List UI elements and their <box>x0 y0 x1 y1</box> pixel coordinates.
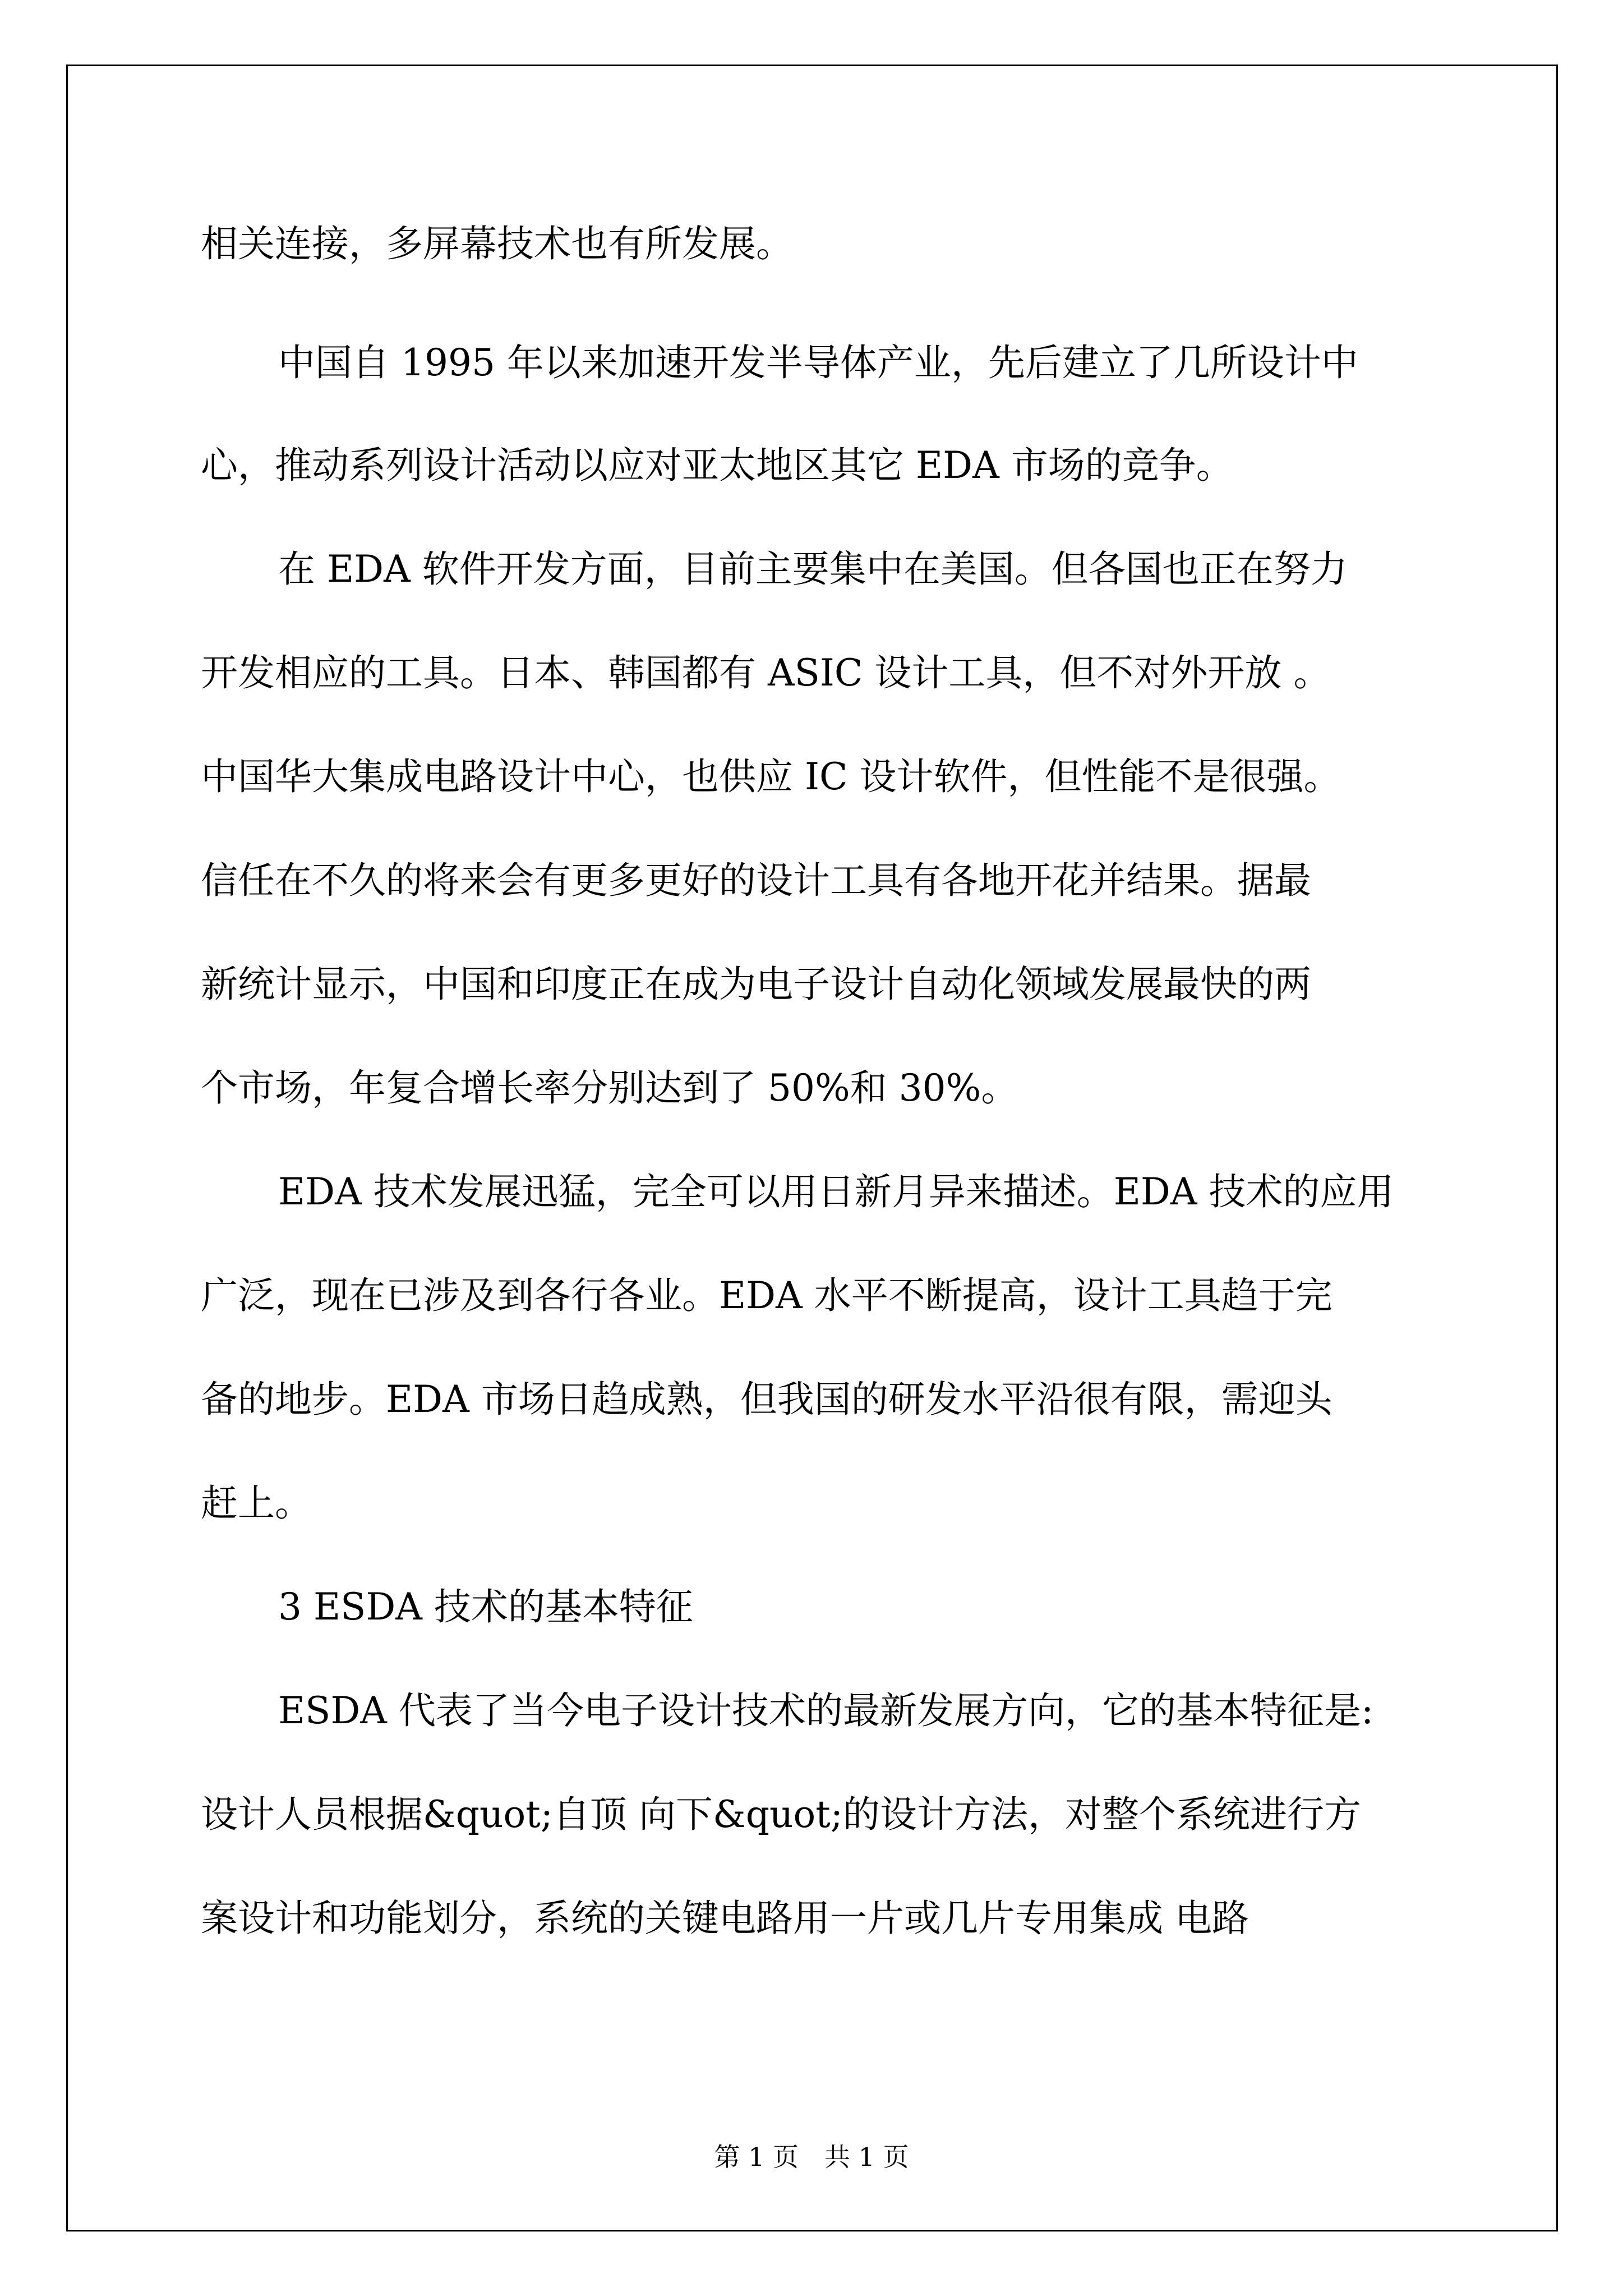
text-line-12: 备的地步。EDA 市场日趋成熟，但我国的研发水平沿很有限，需迎头 <box>201 1378 1332 1421</box>
text-line-4: 在 EDA 软件开发方面，目前主要集中在美国。但各国也正在努力 <box>278 547 1348 591</box>
text-line-7: 信任在不久的将来会有更多更好的设计工具有各地开花并结果。据最 <box>201 859 1311 902</box>
text-line-13: 赶上。 <box>201 1481 312 1525</box>
page-footer: 第 1 页 共 1 页 <box>714 2142 909 2172</box>
text-line-6: 中国华大集成电路设计中心，也供应 IC 设计软件，但性能不是很强。 <box>201 755 1341 798</box>
section-heading: 3 ESDA 技术的基本特征 <box>278 1585 693 1628</box>
text-line-2: 中国自 1995 年以来加速开发半导体产业，先后建立了几所设计中 <box>278 341 1358 384</box>
text-line-11: 广泛，现在已涉及到各行各业。EDA 水平不断提高，设计工具趋于完 <box>201 1274 1332 1317</box>
text-line-8: 新统计显示，中国和印度正在成为电子设计自动化领域发展最快的两 <box>201 963 1311 1006</box>
text-line-9: 个市场，年复合增长率分别达到了 50%和 30%。 <box>201 1066 1018 1110</box>
text-line-16: 设计人员根据&quot;自顶 向下&quot;的设计方法，对整个系统进行方 <box>201 1793 1361 1836</box>
text-line-1: 相关连接，多屏幕技术也有所发展。 <box>201 222 793 265</box>
text-line-15: ESDA 代表了当今电子设计技术的最新发展方向，它的基本特征是: <box>278 1689 1374 1732</box>
text-line-10: EDA 技术发展迅猛，完全可以用日新月异来描述。EDA 技术的应用 <box>278 1170 1394 1213</box>
text-line-5: 开发相应的工具。日本、韩国都有 ASIC 设计工具，但不对外开放 。 <box>201 651 1331 694</box>
text-line-17: 案设计和功能划分，系统的关键电路用一片或几片专用集成 电路 <box>201 1897 1249 1940</box>
text-line-3: 心，推动系列设计活动以应对亚太地区其它 EDA 市场的竞争。 <box>201 444 1233 487</box>
